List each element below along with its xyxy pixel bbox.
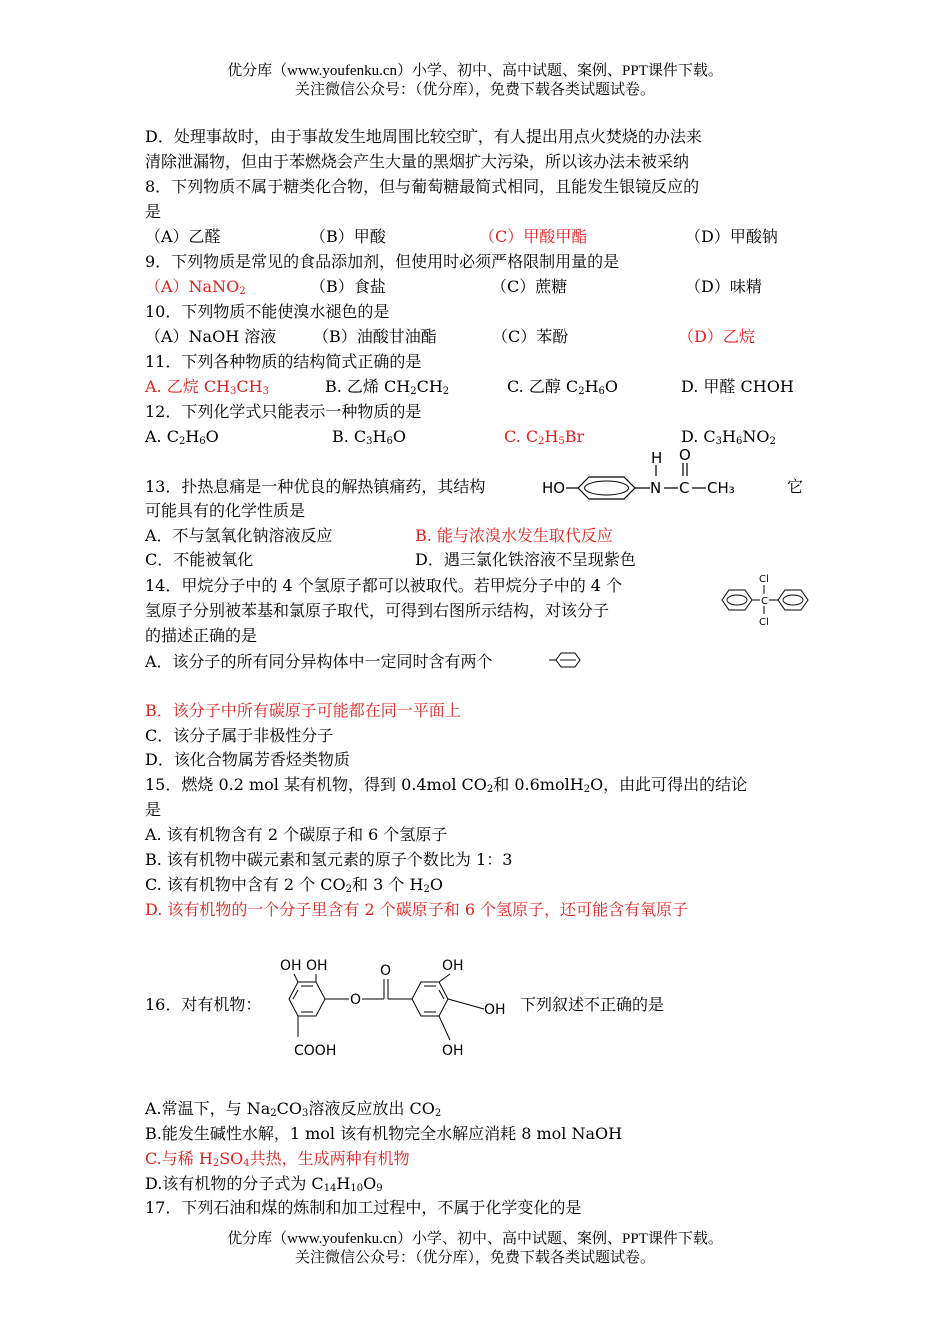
q15-s5: O，由此可得出的结论	[590, 775, 748, 794]
q9-stem: 9．下列物质是常见的食品添加剂，但使用时必须严格限制用量的是	[145, 252, 620, 271]
q14-left-benzene	[722, 590, 752, 610]
q11-c-2: 2	[578, 386, 585, 397]
q16-d-2: 14	[323, 1183, 337, 1194]
q16-left-ring	[289, 982, 325, 1016]
q12-b-3: H	[372, 427, 387, 446]
q9-option-a	[145, 276, 246, 303]
q15-c-1: C. 该有机物中含有 2 个 CO	[145, 875, 346, 894]
q14-struct-c: C	[761, 596, 768, 607]
q15-stem-line1	[145, 774, 747, 801]
q12-a-1: A. C	[145, 427, 179, 446]
q11-c-5: O	[604, 377, 619, 396]
q16-right-ring	[412, 982, 448, 1016]
q10-stem: 10．下列物质不能使溴水褪色的是	[145, 302, 390, 321]
footer-line-2: 关注微信公众号：（优分库），免费下载各类试题试卷。	[294, 1250, 655, 1266]
q16-option-a	[145, 1098, 441, 1125]
q11-option-a	[145, 376, 269, 403]
q7-option-d-line1: D．处理事故时，由于事故发生地周围比较空旷，有人提出用点火焚烧的办法来	[145, 127, 702, 146]
q13-stem-line1	[145, 476, 485, 498]
q10-option-d: （D）乙烷	[678, 327, 755, 346]
q15-s4: 2	[583, 784, 591, 795]
q12-b-2: 3	[366, 436, 373, 447]
q16-c-5: 共热，生成两种有机物	[249, 1149, 410, 1168]
q11-c-4: 6	[598, 386, 605, 397]
q9-option-d: （D）味精	[685, 277, 762, 296]
q11-a-2: 3	[230, 386, 237, 397]
footer-line-1: 优分库（www.youfenku.cn）小学、初中、高中试题、案例、PPT课件下载。	[227, 1231, 723, 1247]
q12-option-a	[145, 426, 219, 453]
q12-a-4: 6	[199, 436, 206, 447]
q16-struct-oh-right: OH	[484, 1002, 506, 1018]
q17-stem: 17．下列石油和煤的炼制和加工过程中，不属于化学变化的是	[145, 1198, 582, 1217]
q13-struct-ho: HO	[542, 479, 566, 497]
q14-option-a-text: A．该分子的所有同分异构体中一定同时含有两个	[145, 652, 493, 671]
q11-b-2: 2	[410, 386, 417, 397]
q11-c-1: C. 乙醇 C	[507, 377, 579, 396]
q16-a-3: CO	[276, 1099, 303, 1118]
q7-option-d-line2: 清除泄漏物，但由于苯燃烧会产生大量的黑烟扩大污染，所以该办法未被采纳	[145, 152, 690, 171]
q9-option-c: （C）蔗糖	[491, 277, 568, 296]
q15-c-3: 和 3 个 H	[352, 875, 424, 894]
q13-struct-c: C	[679, 479, 690, 497]
q16-a-2: 2	[270, 1108, 277, 1119]
q16-a-6: 2	[434, 1108, 442, 1119]
q16-d-6: 9	[376, 1183, 383, 1194]
q16-struct-o-mid: O	[350, 992, 362, 1008]
q12-c-3: H	[544, 427, 559, 446]
q12-stem: 12．下列化学式只能表示一种物质的是	[145, 402, 422, 421]
q13-ring-inner	[585, 481, 629, 495]
q13-struct-o: O	[679, 446, 691, 464]
q11-option-d: D. 甲醛 CHOH	[681, 377, 794, 396]
q11-a-4: 3	[262, 386, 269, 397]
q15-s1: 15．燃烧 0.2 mol 某有机物，得到 0.4mol CO	[145, 775, 487, 794]
q16-a-1: A.常温下，与 Na	[145, 1099, 271, 1118]
q13-option-b: B. 能与浓溴水发生取代反应	[415, 526, 613, 545]
q11-a-3: CH	[236, 377, 263, 396]
q12-c-5: Br	[564, 427, 585, 446]
q13-benzene-ring	[578, 477, 635, 499]
q14-right-benzene	[778, 590, 808, 610]
q14-struct-cl-top: Cl	[759, 574, 769, 585]
page-header	[0, 62, 950, 100]
q11-b-4: 2	[442, 386, 450, 397]
header-line-1: 优分库（www.youfenku.cn）小学、初中、高中试题、案例、PPT课件下载。	[227, 63, 723, 79]
q14-option-b: B．该分子中所有碳原子可能都在同一平面上	[145, 701, 461, 720]
q13-option-c: C．不能被氧化	[145, 550, 254, 569]
q16-c-2: 2	[212, 1158, 220, 1169]
q8-option-c: （C）甲酸甲酯	[479, 227, 588, 246]
q14-option-a	[145, 651, 493, 673]
page-footer	[0, 1230, 950, 1268]
q15-c-5: O	[429, 875, 443, 894]
q12-b-1: B. C	[332, 427, 367, 446]
q15-option-b: B. 该有机物中碳元素和氢元素的原子个数比为 1：3	[145, 850, 513, 869]
q16-struct-o-top: O	[380, 963, 392, 979]
q16-structure	[276, 952, 516, 1064]
q12-d-5: NO	[742, 427, 770, 446]
q9-option-b: （B）食盐	[310, 277, 386, 296]
q11-stem: 11．下列各种物质的结构简式正确的是	[145, 352, 422, 371]
q13-stem-line2: 可能具有的化学性质是	[145, 501, 306, 520]
q13-option-a: A．不与氢氧化钠溶液反应	[145, 526, 333, 545]
q16-d-5: O	[363, 1174, 377, 1193]
q9-option-a-sub: 2	[239, 286, 246, 297]
q14-option-a-phenyl-icon	[549, 650, 585, 670]
q12-d-1: D. C	[681, 427, 716, 446]
q16-d-4: 10	[350, 1183, 364, 1194]
q16-c-3: SO	[219, 1149, 244, 1168]
q14-option-c: C．该分子属于非极性分子	[145, 726, 334, 745]
q16-stem-pre: 16．对有机物：	[145, 995, 262, 1014]
q16-option-c	[145, 1148, 410, 1175]
q15-c-4: 2	[423, 884, 430, 895]
q12-c-4: 5	[558, 436, 565, 447]
q16-struct-oh-bottom: OH	[442, 1043, 464, 1059]
q14-stem-line2: 氢原子分别被苯基和氯原子取代，可得到右图所示结构，对该分子	[145, 601, 610, 620]
q13-struct-ch3: CH₃	[707, 479, 735, 497]
q11-option-b	[325, 376, 449, 403]
q16-c-4: 4	[243, 1158, 250, 1169]
q11-b-3: CH	[416, 377, 443, 396]
header-line-2: 关注微信公众号：（优分库），免费下载各类试题试卷。	[294, 82, 655, 98]
q13-struct-h: H	[651, 449, 663, 467]
q12-d-4: 6	[736, 436, 743, 447]
q8-stem-line1: 8．下列物质不属于糖类化合物，但与葡萄糖最简式相同，且能发生银镜反应的	[145, 177, 700, 196]
q15-option-a: A. 该有机物含有 2 个碳原子和 6 个氢原子	[145, 825, 448, 844]
q12-c-1: C. C	[504, 427, 539, 446]
q13-stem-line1-end: 它	[787, 477, 804, 496]
q13-option-d: D．遇三氯化铁溶液不呈现紫色	[415, 550, 636, 569]
q11-c-3: H	[584, 377, 599, 396]
q11-a-1: A. 乙烷 CH	[145, 377, 231, 396]
q10-option-b: （B）油酸甘油酯	[313, 327, 437, 346]
q16-option-d	[145, 1173, 383, 1200]
q12-a-3: H	[185, 427, 200, 446]
q15-c-2: 2	[345, 884, 353, 895]
q16-c-1: C.与稀 H	[145, 1149, 213, 1168]
q12-d-6: 2	[769, 436, 776, 447]
q12-b-4: 6	[386, 436, 393, 447]
q16-d-3: H	[336, 1174, 351, 1193]
q14-struct-cl-bottom: Cl	[759, 617, 769, 628]
q16-struct-ohoh: OH OH	[280, 958, 328, 974]
q8-option-a: （A）乙醛	[145, 227, 221, 246]
q8-option-b: （B）甲酸	[310, 227, 386, 246]
q16-a-5: 溶液反应放出 CO	[308, 1099, 435, 1118]
q14-stem-line1: 14．甲烷分子中的 4 个氢原子都可以被取代。若甲烷分子中的 4 个	[145, 576, 623, 595]
q16-stem-post: 下列叙述不正确的是	[520, 995, 665, 1014]
q11-b-1: B. 乙烯 CH	[325, 377, 411, 396]
q12-option-b	[332, 426, 406, 453]
q16-struct-oh-top: OH	[442, 958, 464, 974]
q14-option-d: D．该化合物属芳香烃类物质	[145, 750, 350, 769]
q12-b-5: O	[392, 427, 406, 446]
q15-option-d: D. 该有机物的一个分子里含有 2 个碳原子和 6 个氢原子，还可能含有氧原子	[145, 900, 689, 919]
q15-s3: 和 0.6molH	[493, 775, 584, 794]
q15-s2: 2	[486, 784, 494, 795]
q10-option-a: （A）NaOH 溶液	[145, 327, 277, 346]
q8-stem-line2: 是	[145, 202, 162, 221]
q12-d-2: 3	[715, 436, 723, 447]
q16-d-1: D.该有机物的分子式为 C	[145, 1174, 324, 1193]
q8-option-d: （D）甲酸钠	[685, 227, 778, 246]
q14-diphenyl-dichloromethane-structure	[718, 570, 816, 628]
q16-option-b: B.能发生碱性水解，1 mol 该有机物完全水解应消耗 8 mol NaOH	[145, 1124, 623, 1143]
q16-a-4: 3	[302, 1108, 309, 1119]
q13-stem-text: 13．扑热息痛是一种优良的解热镇痛药，其结构	[145, 477, 486, 496]
q12-a-2: 2	[178, 436, 186, 447]
q15-option-c	[145, 874, 443, 901]
q13-paracetamol-structure	[542, 446, 757, 504]
q14-stem-line3: 的描述正确的是	[145, 626, 258, 645]
q15-stem-line2: 是	[145, 800, 162, 819]
q12-d-3: H	[722, 427, 736, 446]
q12-a-5: O	[205, 427, 219, 446]
q11-option-c	[507, 376, 618, 403]
q9-option-a-text: （A）NaNO	[145, 277, 240, 296]
q13-struct-n: N	[650, 479, 662, 497]
q16-struct-cooh: COOH	[294, 1043, 337, 1059]
q10-option-c: （C）苯酚	[492, 327, 569, 346]
q12-c-2: 2	[538, 436, 545, 447]
